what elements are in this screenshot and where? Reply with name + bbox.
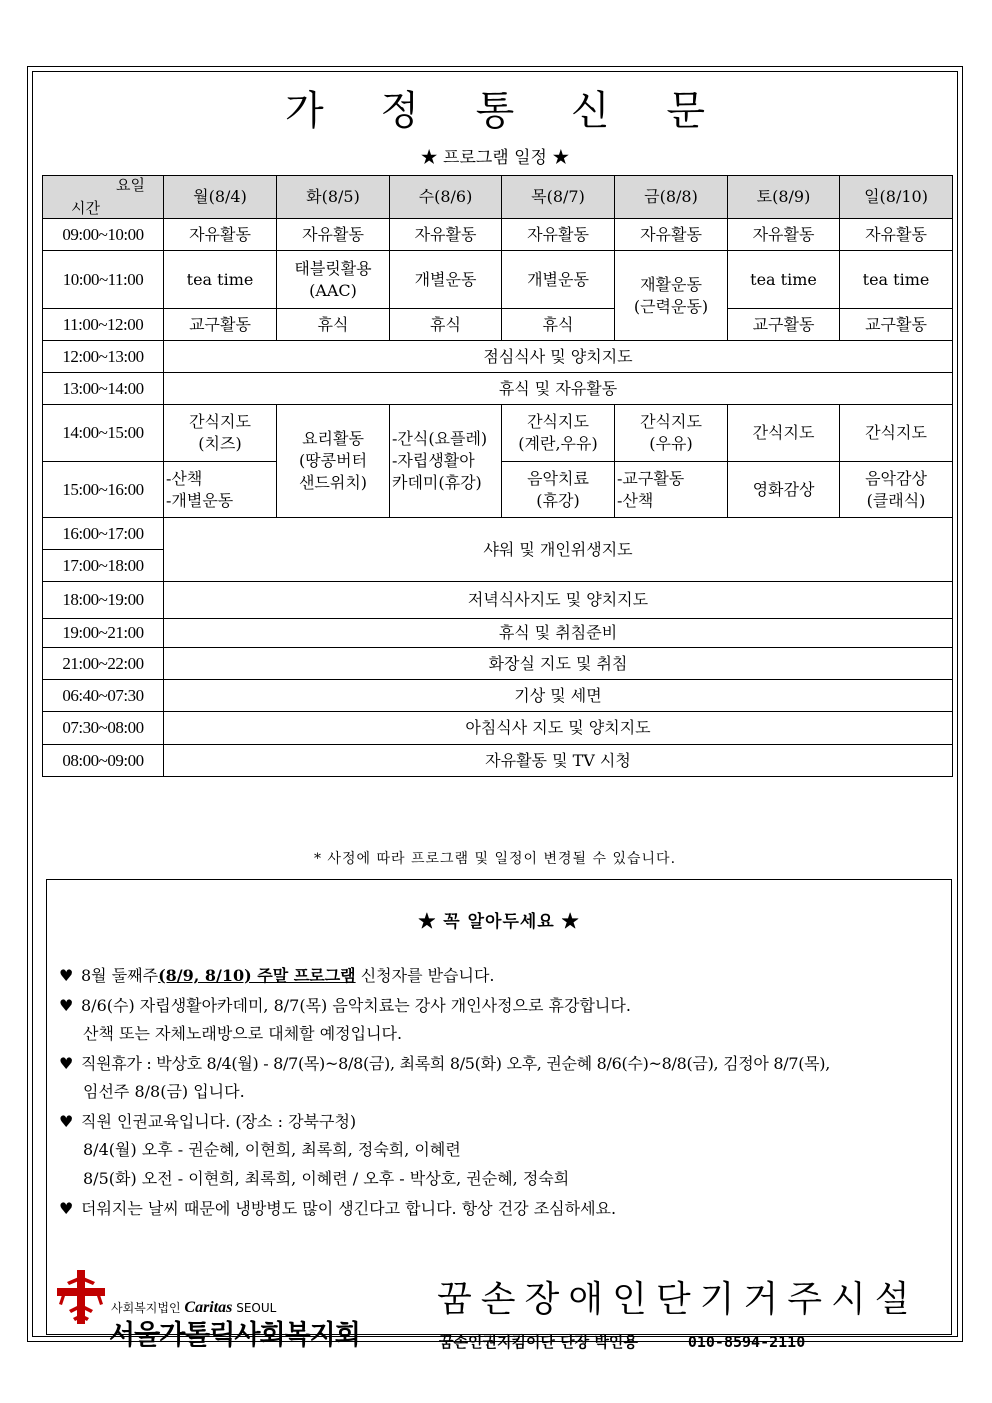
activity-cell: 휴식	[390, 309, 502, 341]
activity-cell: 자유활동	[728, 219, 840, 251]
org-caption	[111, 1301, 276, 1315]
day-header: 토(8/9)	[728, 176, 840, 219]
time-cell: 09:00~10:00	[43, 219, 164, 251]
table-row	[43, 712, 953, 745]
table-row	[43, 680, 953, 712]
table-row	[43, 373, 953, 405]
activity-cell: 휴식 및 취침준비	[164, 619, 953, 648]
table-row	[43, 405, 953, 462]
corner-header	[43, 176, 164, 219]
day-header: 목(8/7)	[502, 176, 615, 219]
activity-cell: 휴식	[277, 309, 390, 341]
time-cell: 13:00~14:00	[43, 373, 164, 405]
activity-cell: 저녁식사지도 및 양치지도	[164, 582, 953, 619]
activity-cell: 자유활동	[502, 219, 615, 251]
cell-line: (근력운동)	[633, 296, 709, 316]
heart-icon: ♥	[59, 1112, 74, 1131]
activity-cell	[615, 462, 728, 518]
schedule-table	[42, 175, 953, 777]
newsletter-outer-border	[27, 66, 963, 1351]
day-header: 화(8/5)	[277, 176, 390, 219]
table-row	[43, 219, 953, 251]
activity-cell: 자유활동 및 TV 시청	[164, 745, 953, 777]
page-title: 가 정 통 신 문	[284, 88, 728, 134]
org-type: 사회복지법인	[111, 1301, 181, 1315]
activity-cell	[390, 405, 502, 518]
notice-title: ★ 꼭 알아두세요 ★	[418, 912, 580, 932]
activity-cell: 교구활동	[728, 309, 840, 341]
contact-line	[439, 1332, 805, 1352]
activity-cell: 점심식사 및 양치지도	[164, 341, 953, 373]
notice-text: 직원 인권교육입니다. (장소 : 강북구청)	[81, 1112, 357, 1131]
activity-cell: 교구활동	[840, 309, 953, 341]
activity-cell: 샤워 및 개인위생지도	[164, 518, 953, 582]
cell-line: 요리활동	[302, 429, 364, 448]
heart-icon: ♥	[59, 966, 74, 985]
time-cell: 11:00~12:00	[43, 309, 164, 341]
notice-text: 8/6(수) 자립생활아카데미, 8/7(목) 음악치료는 강사 개인사정으로 휴강합니다.	[81, 996, 631, 1015]
activity-cell: 개별운동	[502, 251, 615, 309]
cell-line: 태블릿활용	[294, 258, 372, 278]
day-header: 일(8/10)	[840, 176, 953, 219]
activity-cell	[164, 405, 277, 462]
activity-cell	[277, 251, 390, 309]
notice-text: 직원휴가 : 박상호 8/4(월) - 8/7(목)~8/8(금), 최록희 8/5(화) 오후, 권순혜 8/6(수)~8/8(금), 김정아 8/7(목),	[81, 1054, 831, 1073]
cell-line: (치즈)	[198, 434, 242, 453]
time-cell: 21:00~22:00	[43, 648, 164, 680]
notice-box	[46, 879, 952, 1351]
cell-line: 간식지도	[189, 412, 251, 431]
schedule-change-note: * 사정에 따라 프로그램 및 일정이 변경될 수 있습니다.	[313, 851, 677, 867]
table-row	[43, 309, 953, 341]
activity-cell: 자유활동	[164, 219, 277, 251]
cell-line: -교구활동	[617, 468, 685, 488]
contact-name: 꿈손인권지킴이단 단장 박인용	[439, 1333, 638, 1351]
cell-line: -산책	[166, 468, 203, 488]
cell-line: -간식(요플레)	[392, 429, 488, 448]
activity-cell	[502, 462, 615, 518]
activity-cell	[615, 405, 728, 462]
activity-cell	[840, 462, 953, 518]
activity-cell: 휴식 및 자유활동	[164, 373, 953, 405]
day-header: 월(8/4)	[164, 176, 277, 219]
time-cell: 18:00~19:00	[43, 582, 164, 619]
notice-continuation: 8/4(월) 오후 - 권순혜, 이현희, 최록희, 정숙희, 이혜련	[83, 1140, 461, 1159]
cell-line: (AAC)	[309, 280, 357, 300]
time-cell: 17:00~18:00	[43, 550, 164, 582]
table-row	[43, 745, 953, 777]
newsletter-inner-border	[32, 71, 958, 1351]
activity-cell: 아침식사 지도 및 양치지도	[164, 712, 953, 745]
notice-text: 더워지는 날씨 때문에 냉방병도 많이 생긴다고 합니다. 항상 건강 조심하세요.	[81, 1199, 617, 1218]
activity-cell	[277, 405, 390, 518]
notice-item	[59, 1053, 830, 1075]
notice-item	[59, 1198, 616, 1220]
notice-text: 8월 둘째주	[81, 966, 159, 985]
activity-cell: 자유활동	[840, 219, 953, 251]
time-cell: 08:00~09:00	[43, 745, 164, 777]
time-cell: 10:00~11:00	[43, 251, 164, 309]
caritas-logo-icon	[55, 1268, 107, 1326]
time-cell: 07:30~08:00	[43, 712, 164, 745]
table-row	[43, 648, 953, 680]
activity-cell: tea time	[164, 251, 277, 309]
cell-line: -자립생활아	[392, 451, 475, 470]
cell-line: 간식지도	[527, 412, 589, 431]
activity-cell: 자유활동	[390, 219, 502, 251]
notice-continuation: 8/5(화) 오전 - 이현희, 최록희, 이혜련 / 오후 - 박상호, 권순혜, 정숙희	[83, 1169, 570, 1188]
org-name: 서울가톨릭사회복지회	[109, 1320, 360, 1351]
heart-icon: ♥	[59, 1054, 74, 1073]
table-row	[43, 582, 953, 619]
table-row	[43, 251, 953, 309]
notice-text: 신청자를 받습니다.	[355, 966, 495, 985]
facility-name: 꿈손장애인단기거주시설	[437, 1279, 919, 1320]
cell-line: 음악감상	[865, 468, 927, 488]
activity-cell	[502, 405, 615, 462]
time-cell: 12:00~13:00	[43, 341, 164, 373]
activity-cell	[615, 251, 728, 341]
heart-icon: ♥	[59, 996, 74, 1015]
contact-phone: 010-8594-2110	[687, 1333, 806, 1351]
notice-item	[59, 965, 495, 987]
cell-line: (클래식)	[866, 490, 926, 510]
cell-line: 음악치료	[527, 468, 589, 488]
time-cell: 15:00~16:00	[43, 462, 164, 518]
table-row	[43, 341, 953, 373]
cell-line: 간식지도	[640, 412, 702, 431]
table-row	[43, 518, 953, 550]
time-cell: 14:00~15:00	[43, 405, 164, 462]
cell-line: (계란,우유)	[518, 434, 598, 453]
cell-line: 샌드위치)	[298, 473, 368, 492]
corner-time-label: 시간	[71, 199, 100, 217]
cell-line: -산책	[617, 490, 654, 510]
activity-cell	[164, 462, 277, 518]
activity-cell: 화장실 지도 및 취침	[164, 648, 953, 680]
activity-cell: 개별운동	[390, 251, 502, 309]
activity-cell: 자유활동	[615, 219, 728, 251]
cell-line: (휴강)	[536, 490, 580, 510]
notice-item	[59, 995, 631, 1017]
notice-continuation: 산책 또는 자체노래방으로 대체할 예정입니다.	[83, 1024, 403, 1043]
activity-cell: 영화감상	[728, 462, 840, 518]
activity-cell: 간식지도	[840, 405, 953, 462]
activity-cell: tea time	[840, 251, 953, 309]
cell-line: (우유)	[649, 434, 693, 453]
cell-line: 카데미(휴강)	[392, 473, 482, 492]
time-cell: 16:00~17:00	[43, 518, 164, 550]
activity-cell: 자유활동	[277, 219, 390, 251]
heart-icon: ♥	[59, 1199, 74, 1218]
time-cell: 19:00~21:00	[43, 619, 164, 648]
activity-cell: 간식지도	[728, 405, 840, 462]
activity-cell: 교구활동	[164, 309, 277, 341]
day-header: 금(8/8)	[615, 176, 728, 219]
cell-line: -개별운동	[166, 490, 234, 510]
activity-cell: tea time	[728, 251, 840, 309]
notice-highlight: (8/9, 8/10) 주말 프로그램	[158, 966, 356, 985]
caritas-seoul: SEOUL	[236, 1301, 277, 1315]
activity-cell: 휴식	[502, 309, 615, 341]
table-header-row	[43, 176, 953, 219]
schedule-subtitle: ★ 프로그램 일정 ★	[420, 148, 570, 168]
day-header: 수(8/6)	[390, 176, 502, 219]
notice-continuation: 임선주 8/8(금) 입니다.	[83, 1082, 245, 1101]
activity-cell: 기상 및 세면	[164, 680, 953, 712]
cell-line: 재활운동	[640, 274, 702, 294]
table-row	[43, 619, 953, 648]
time-cell: 06:40~07:30	[43, 680, 164, 712]
notice-item	[59, 1111, 356, 1133]
cell-line: (땅콩버터	[298, 451, 368, 470]
corner-day-label: 요일	[116, 176, 145, 194]
caritas-wordmark: Caritas	[184, 1299, 233, 1316]
